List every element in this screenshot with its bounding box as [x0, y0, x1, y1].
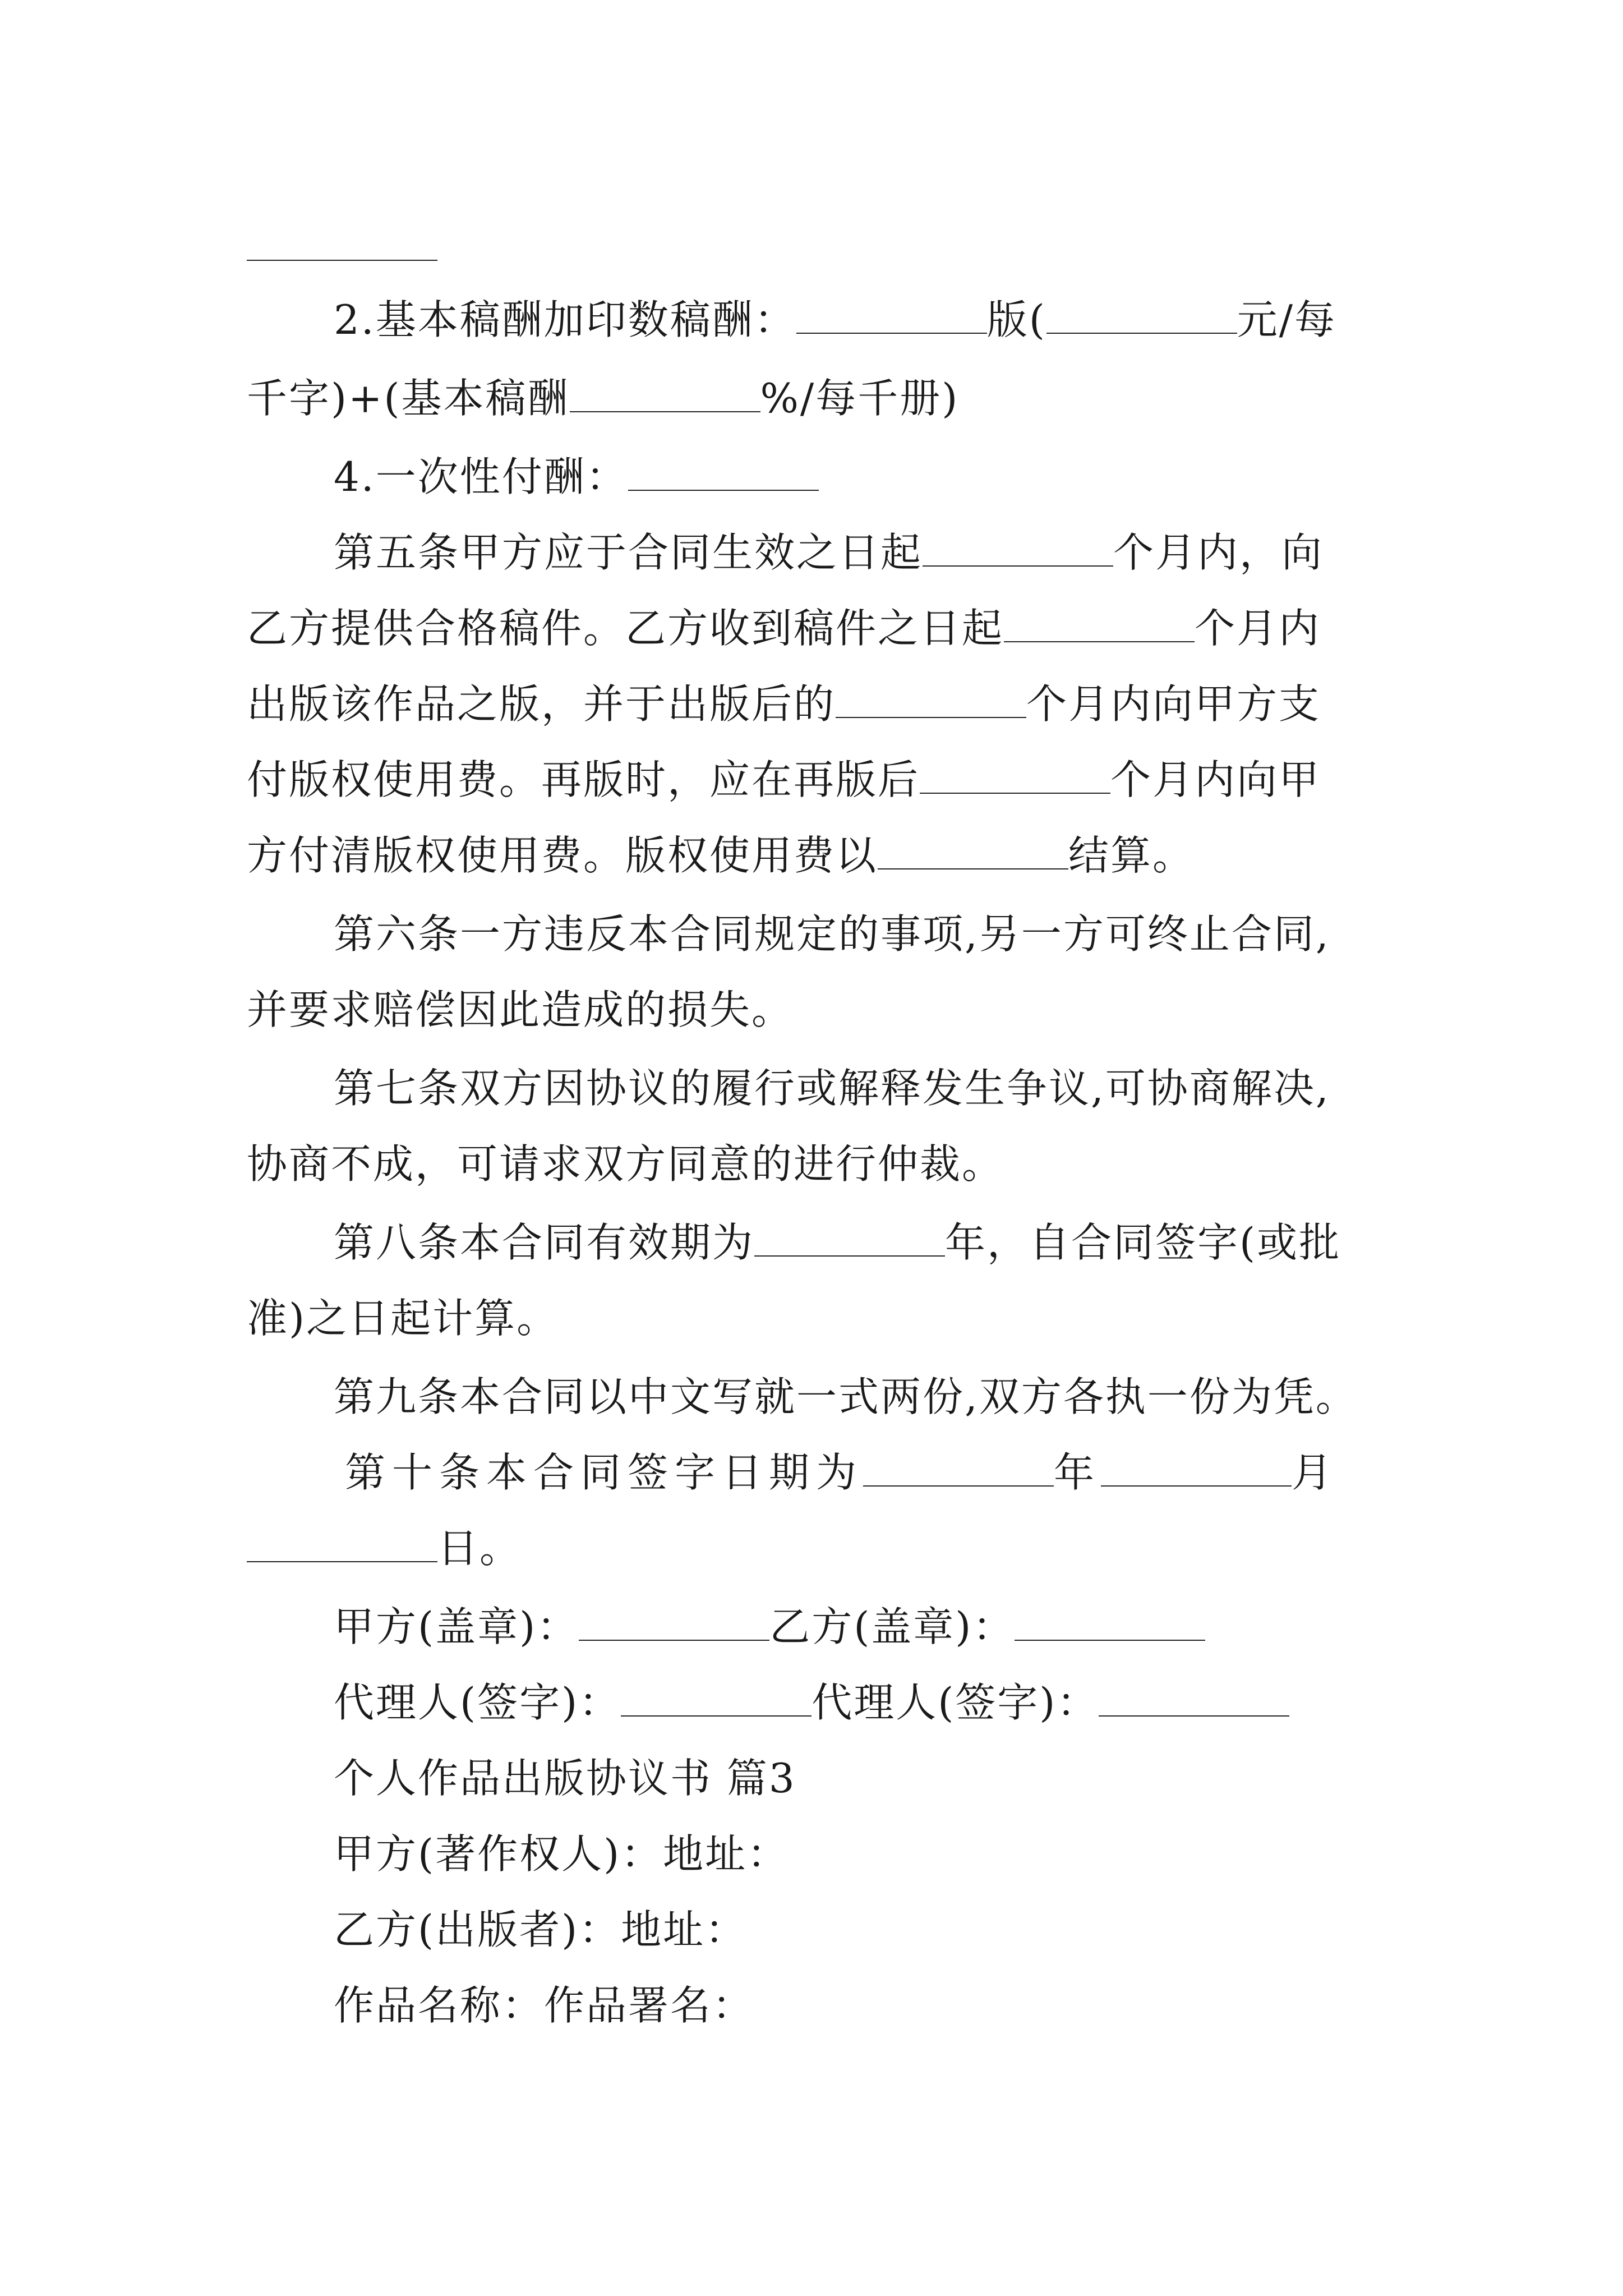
article-5-line-5 [247, 827, 1195, 884]
text-segment: 甲方(著作权人)：地址： [334, 1830, 790, 1878]
clause-item-4 [334, 449, 819, 505]
fill-blank [621, 1684, 811, 1717]
clause-item-2-cont [247, 370, 959, 426]
text-segment: 千字)+(基本稿酬 [247, 375, 570, 422]
fill-blank [247, 1530, 437, 1562]
fill-blank [1015, 1608, 1205, 1641]
text-segment: 第十条本合同签字日期为 [345, 1449, 864, 1496]
text-segment: 月 [1292, 1449, 1339, 1496]
party-seal-line [334, 1599, 1205, 1655]
fill-blank [247, 228, 437, 261]
article-6-line-1 [334, 906, 1330, 962]
text-segment: 个月内 [1195, 605, 1321, 652]
fill-blank [863, 1454, 1054, 1487]
fill-blank [796, 301, 987, 334]
text-segment: 4.一次性付酬： [334, 453, 628, 500]
fill-blank [920, 761, 1110, 794]
text-segment: 第八条本合同有效期为 [334, 1219, 755, 1266]
work-info [334, 1977, 754, 2033]
article-9 [334, 1369, 1358, 1425]
article-10-line-2 [247, 1520, 522, 1576]
clause-item-2 [334, 292, 1336, 348]
text-segment: 乙方(出版者)：地址： [334, 1906, 748, 1953]
text-segment: 第七条双方因协议的履行或解释发生争议,可协商解决, [334, 1065, 1330, 1112]
text-segment: 结算。 [1068, 832, 1195, 879]
article-5-line-2 [247, 600, 1321, 656]
text-segment: 协商不成，可请求双方同意的进行仲裁。 [247, 1140, 1004, 1188]
text-segment: 乙方提供合格稿件。乙方收到稿件之日起 [247, 605, 1004, 652]
text-segment: 出版该作品之版，并于出版后的 [247, 680, 836, 728]
text-segment: 第六条一方违反本合同规定的事项,另一方可终止合同, [334, 910, 1330, 958]
text-segment: 个人作品出版协议书 篇3 [334, 1755, 796, 1802]
text-segment: 2.基本稿酬加印数稿酬： [334, 296, 796, 343]
article-10-line-1 [345, 1444, 1339, 1501]
text-segment: 第九条本合同以中文写就一式两份,双方各执一份为凭。 [334, 1373, 1358, 1420]
text-segment: 作品名称：作品署名： [334, 1982, 755, 2029]
text-segment: 年，自合同签字(或批 [945, 1219, 1341, 1266]
fill-blank [570, 380, 760, 412]
fill-blank [836, 685, 1026, 718]
text-segment: 付版权使用费。再版时，应在再版后 [247, 756, 920, 803]
article-8-line-2 [247, 1290, 559, 1346]
text-segment: 第五条甲方应于合同生效之日起 [334, 529, 923, 576]
article-5-line-4 [247, 752, 1321, 808]
fill-blank [1101, 1454, 1292, 1487]
section-title [334, 1750, 796, 1806]
fill-blank [628, 458, 819, 491]
text-segment: 版( [986, 296, 1046, 343]
article-7-line-1 [334, 1060, 1330, 1116]
article-7-line-2 [247, 1136, 1004, 1192]
fill-blank [1046, 301, 1237, 334]
text-segment: 个月内向甲方支 [1026, 680, 1321, 728]
fill-blank [579, 1608, 769, 1641]
fill-blank [923, 534, 1113, 567]
text-segment: %/每千册) [760, 375, 960, 422]
text-segment: 年 [1054, 1449, 1101, 1496]
article-6-line-2 [247, 982, 794, 1038]
text-segment: 并要求赔偿因此造成的损失。 [247, 986, 794, 1033]
text-segment: 代理人(签字)： [334, 1679, 621, 1726]
text-segment: 方付清版权使用费。版权使用费以 [247, 832, 878, 879]
fill-blank [754, 1224, 945, 1257]
text-segment: 元/每 [1237, 296, 1337, 343]
fill-blank [878, 837, 1068, 869]
text-segment: 准)之日起计算。 [247, 1295, 559, 1342]
article-5-line-1 [334, 524, 1324, 581]
text-segment: 个月内向甲 [1110, 756, 1321, 803]
text-segment: 日。 [437, 1525, 522, 1572]
text-segment: 个月内，向 [1113, 529, 1324, 576]
party-a-info [334, 1826, 789, 1882]
text-segment: 甲方(盖章)： [334, 1603, 579, 1650]
text-segment: 代理人(签字)： [811, 1679, 1099, 1726]
article-8-line-1 [334, 1214, 1341, 1271]
agent-signature-line [334, 1674, 1289, 1731]
article-5-line-3 [247, 676, 1321, 732]
text-segment: 乙方(盖章)： [769, 1603, 1015, 1650]
party-b-info [334, 1902, 747, 1958]
fill-blank [1099, 1684, 1289, 1717]
fill-blank [1004, 610, 1195, 642]
top-blank-line [247, 219, 437, 275]
